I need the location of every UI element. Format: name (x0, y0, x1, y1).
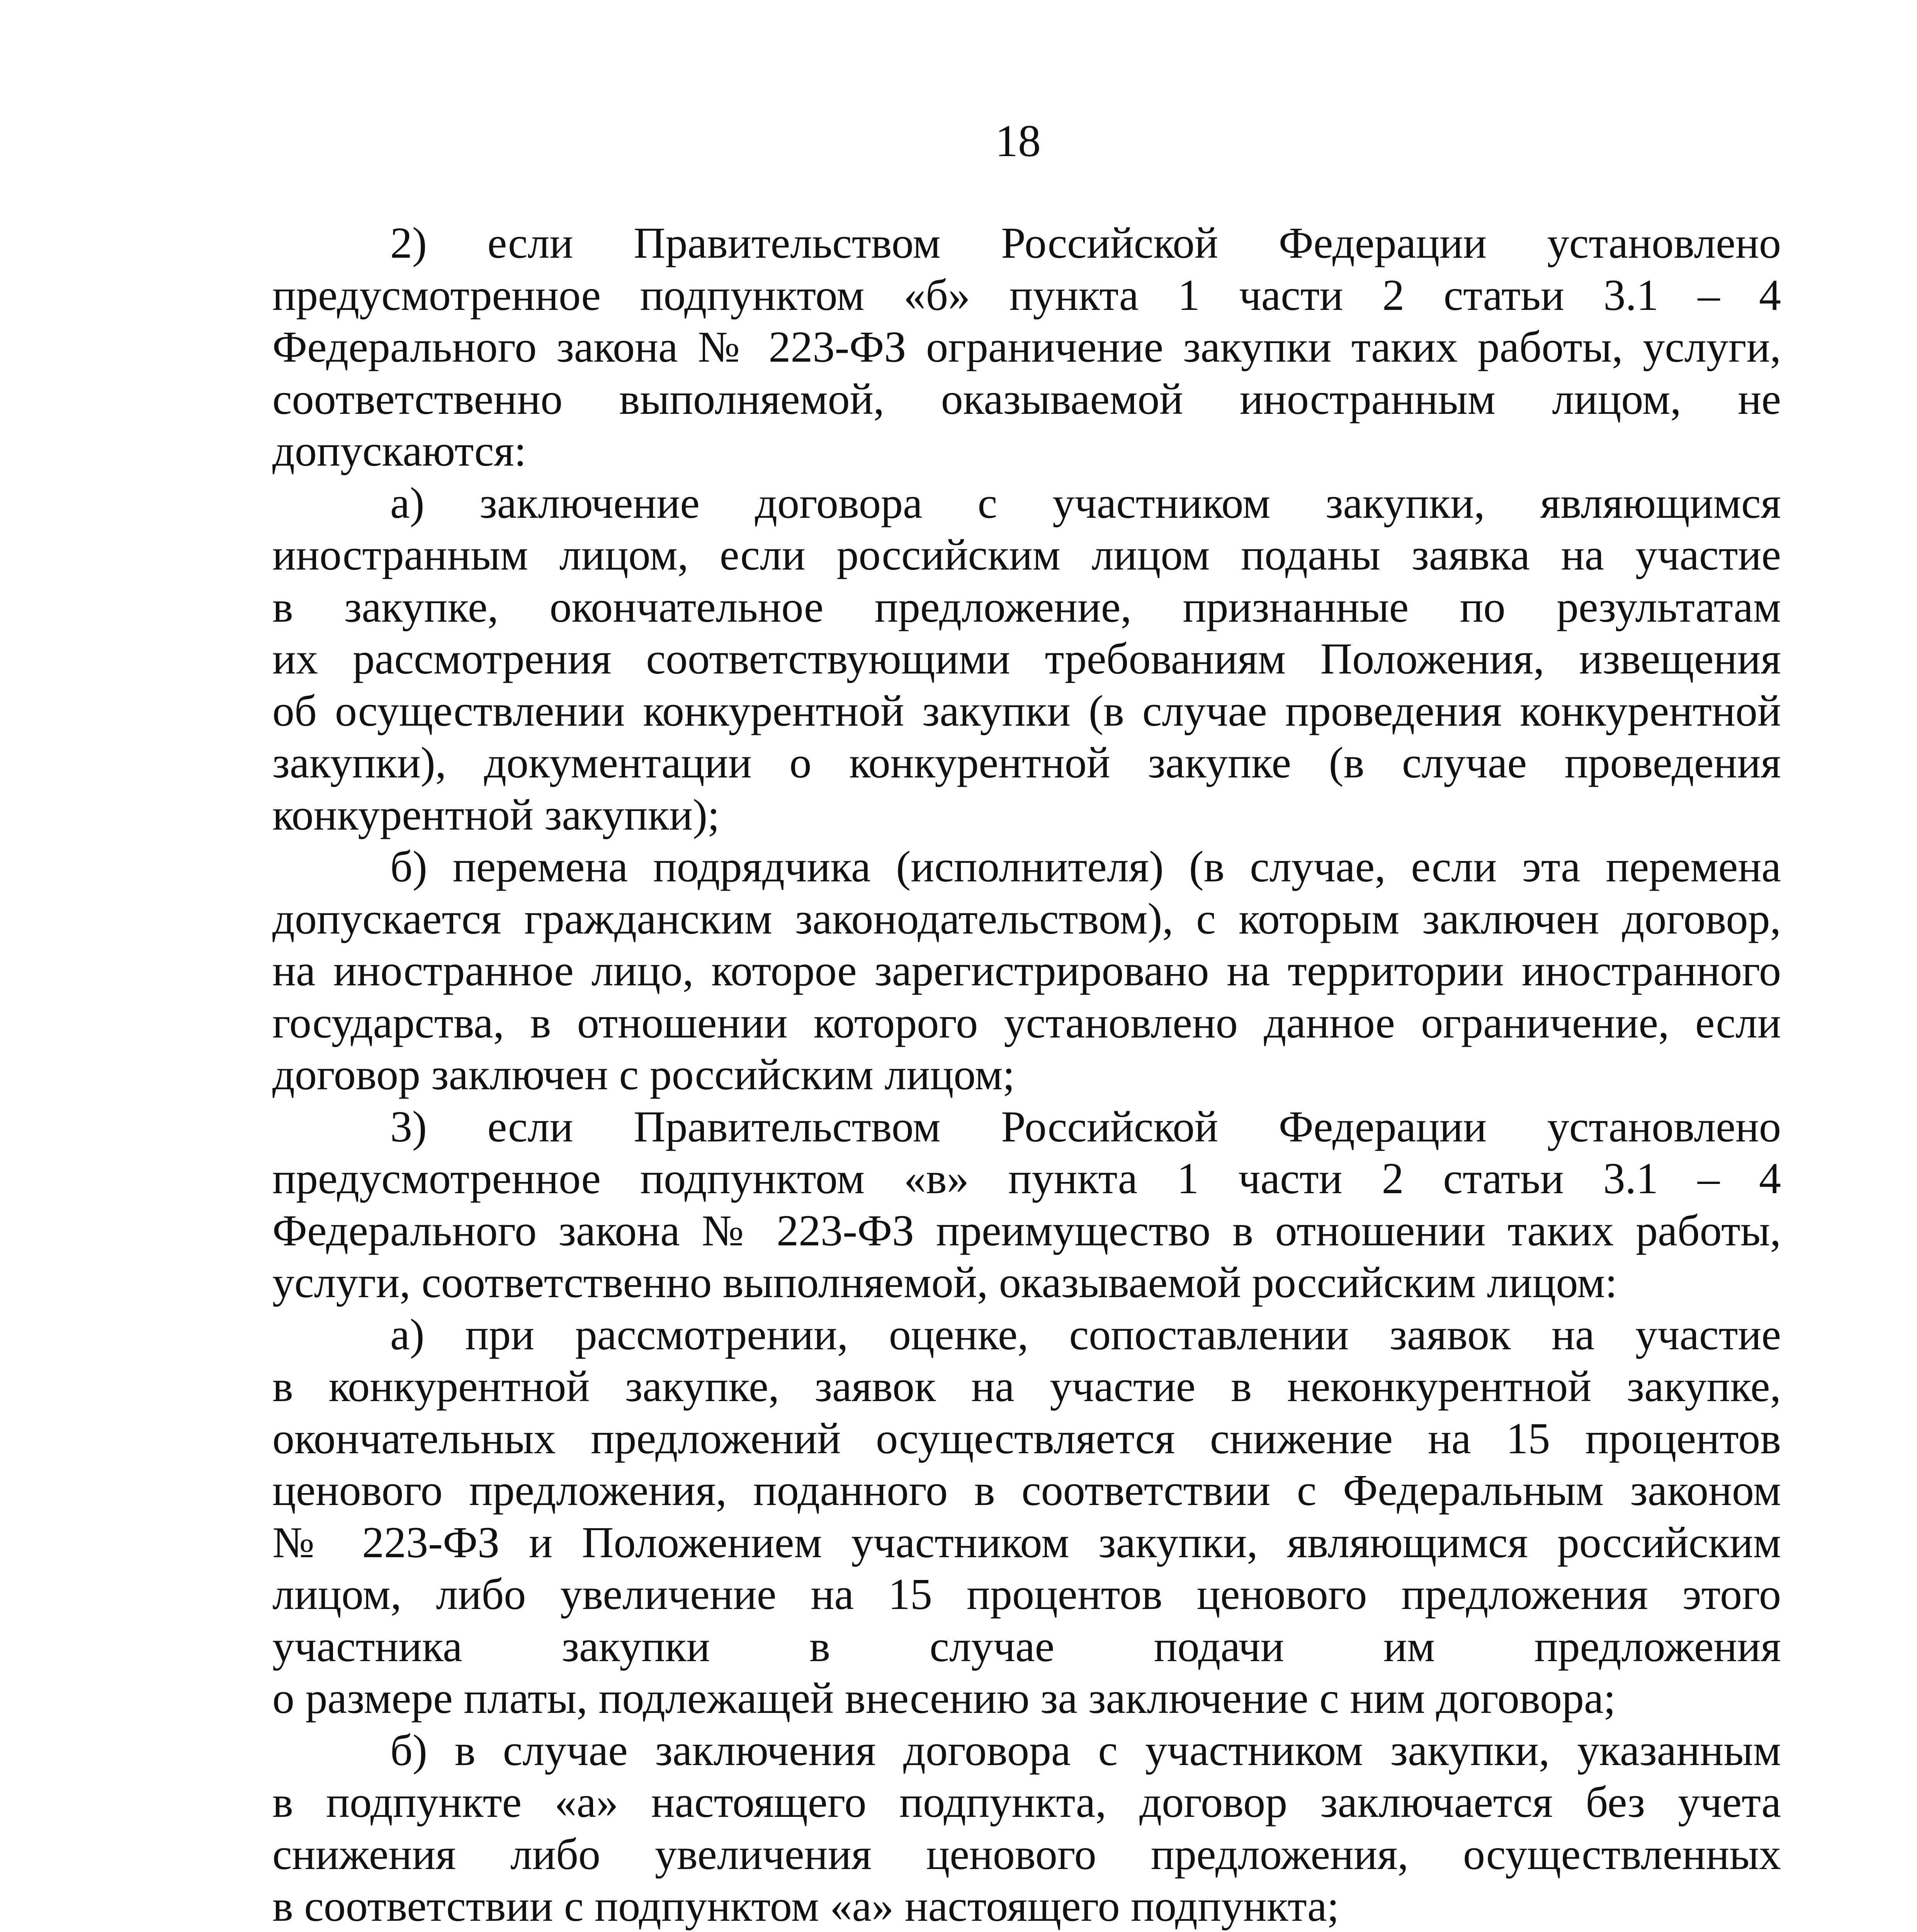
text-line: в конкурентной закупке, заявок на участие в неконкурентной закупке, (272, 1362, 1781, 1411)
text-line: допускаются: (272, 426, 527, 475)
text-line: конкурентной закупки); (272, 790, 720, 839)
text-line: закупки), документации о конкурентной закупке (в случае проведения (272, 738, 1781, 787)
text-line: окончательных предложений осуществляется снижение на 15 процентов (272, 1413, 1781, 1463)
text-line: соответственно выполняемой, оказываемой иностранным лицом, не (272, 374, 1781, 423)
text-line: участника закупки в случае подачи им предложения (272, 1621, 1781, 1671)
text-line: ценового предложения, поданного в соответствии с Федеральным законом (272, 1466, 1781, 1515)
text-line: на иностранное лицо, которое зарегистрировано на территории иностранного (272, 946, 1781, 995)
text-line: а) заключение договора с участником закупки, являющимся (390, 478, 1781, 527)
text-line: государства, в отношении которого установлено данное ограничение, если (272, 998, 1781, 1047)
text-line: б) в случае заключения договора с участником закупки, указанным (390, 1725, 1781, 1775)
text-line: Федерального закона № 223-ФЗ ограничение закупки таких работы, услуги, (272, 322, 1781, 371)
text-line: в подпункте «а» настоящего подпункта, договор заключается без учета (272, 1777, 1781, 1827)
text-line: лицом, либо увеличение на 15 процентов ценового предложения этого (272, 1570, 1781, 1619)
text-line: иностранным лицом, если российским лицом поданы заявка на участие (272, 530, 1781, 579)
text-line: предусмотренное подпунктом «б» пункта 1 части 2 статьи 3.1 – 4 (272, 270, 1781, 320)
text-line: об осуществлении конкурентной закупки (в случае проведения конкурентной (272, 686, 1781, 735)
text-line: их рассмотрения соответствующими требованиям Положения, извещения (272, 634, 1781, 683)
text-line: а) при рассмотрении, оценке, сопоставлении заявок на участие (390, 1310, 1781, 1359)
text-line: о размере платы, подлежащей внесению за заключение с ним договора; (272, 1673, 1616, 1723)
page-number: 18 (995, 116, 1041, 166)
text-line: 3) если Правительством Российской Федерации установлено (390, 1102, 1781, 1151)
text-line: услуги, соответственно выполняемой, оказываемой российским лицом: (272, 1258, 1618, 1307)
text-line: № 223-ФЗ и Положением участником закупки, являющимся российским (272, 1517, 1781, 1567)
text-line: в соответствии с подпунктом «а» настоящего подпункта; (272, 1881, 1339, 1930)
text-line: в закупке, окончательное предложение, признанные по результатам (272, 582, 1781, 631)
text-line: снижения либо увеличения ценового предложения, осуществленных (272, 1829, 1781, 1879)
text-line: предусмотренное подпунктом «в» пункта 1 части 2 статьи 3.1 – 4 (272, 1154, 1781, 1203)
text-line: договор заключен с российским лицом; (272, 1050, 1015, 1099)
text-line: 2) если Правительством Российской Федерации установлено (390, 218, 1781, 267)
text-line: б) перемена подрядчика (исполнителя) (в случае, если эта перемена (390, 842, 1781, 891)
text-line: Федерального закона № 223-ФЗ преимущество в отношении таких работы, (272, 1206, 1781, 1255)
document-body (272, 217, 1781, 1932)
text-line: допускается гражданским законодательством), с которым заключен договор, (272, 894, 1781, 943)
